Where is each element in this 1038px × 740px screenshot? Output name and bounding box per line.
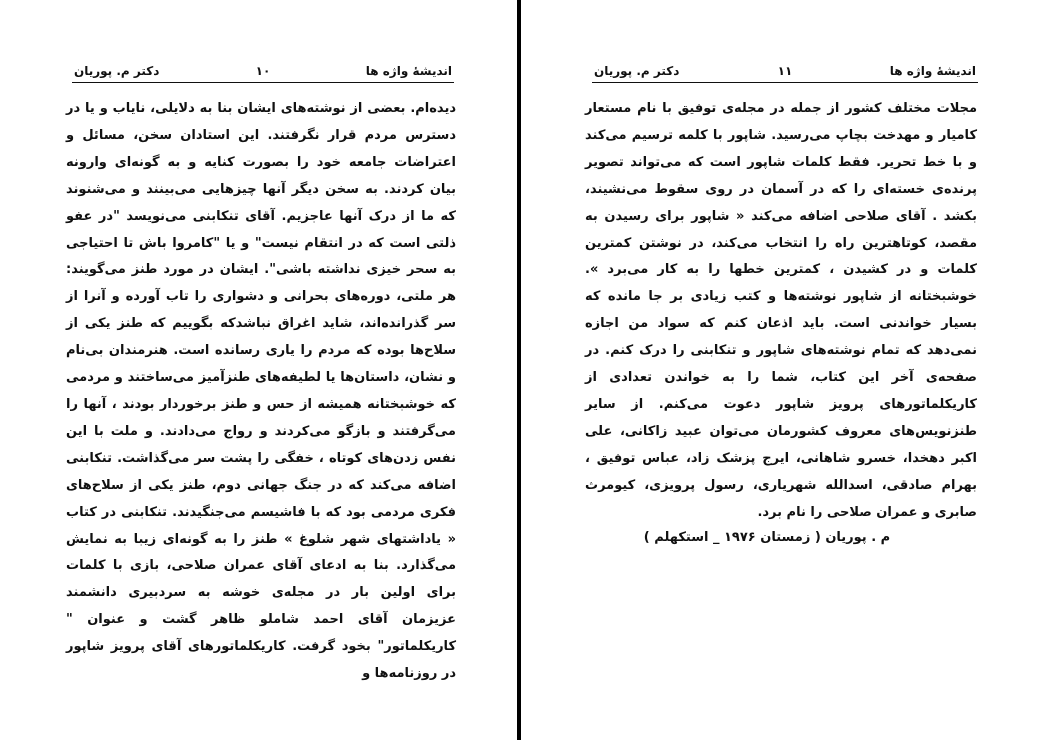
page-header [592,62,978,83]
book-title: اندیشهٔ واژه ها [365,64,452,78]
page-number: ۱۱ [777,64,793,78]
book-title: اندیشهٔ واژه ها [889,64,976,78]
signature-line: م . پوریان ( زمستان ۱۹۷۶ _ استکهلم ) [643,530,891,545]
page-header [72,62,454,83]
left-page [0,0,517,740]
author-name: دکتر م. پوریان [74,64,160,78]
paragraph: مجلات مختلف کشور از جمله در مجله‌ی توفیق با نام مستعار کامیار و مهدخت بچاپ می‌رسید. شاپور با کلمه ترسیم می‌کند و با خط تحریر. فقط کلمات شاپور است که می‌تواند تصویر پرنده‌ی خسته‌ای را که در آسمان در روی سقوط می‌نشیند، بکشد . آقای صلاحی اضافه می‌کند « شاپور برای رسیدن به مقصد، کوتاهترین راه را انتخاب می‌کند، در نوشتن کمترین کلمات و در کشیدن ، کمترین خطها را به کار می‌برد ». خوشبختانه از شاپور نوشته‌ها و کتب زیادی بر جا مانده که بسیار خواندنی است. باید اذعان کنم که سواد من اجازه نمی‌دهد که تمام نوشته‌های شاپور و تنکابنی را درک کنم. در صفحه‌ی آخر این کتاب، شما را به خواندن تعدادی از کاریکلماتورهای پرویز شاپور دعوت می‌کنم. از سایر طنزنویس‌های معروف کشورمان می‌توان عبید زاکانی، علی اکبر دهخدا، خسرو شاهانی، ایرج پزشک زاد، عباس توفیق ، بهرام صادقی، اسدالله شهریاری، رسول پرویزی، کیومرث صابری و عمران صلاحی را نام برد. [585,101,977,520]
body-text [585,96,977,527]
paragraph: دیده‌ام. بعضی از نوشته‌های ایشان بنا به دلایلی، نایاب و یا در دسترس مردم قرار نگرفتند. این استادان سخن، مسائل و اعتراضات جامعه خود را بصورت کنایه و به گونه‌ای وارونه بیان کردند. به سخن دیگر آنها چیزهایی می‌بینند و می‌شنوند که ما از درک آنها عاجزیم. آقای تنکابنی می‌نویسد "در عفو ذلتی است که در انتقام نیست" و یا "کامروا باش تا احتیاجی به سحر خیزی نداشته باشی". ایشان در مورد طنز می‌گویند: هر ملتی، دوره‌های بحرانی و دشواری را تاب آورده و آنرا از سر گذرانده‌اند، شاید اغراق نباشدکه بگوییم که طنز یکی از سلاح‌ها بوده که مردم را یاری رسانده است. هنرمندان بی‌نام و نشان، داستان‌ها یا لطیفه‌های طنزآمیز می‌ساختند و مردمی که خوشبختانه همیشه از حس و طنز برخوردار بودند ، آنها را می‌گرفتند و بازگو می‌کردند و رواج می‌دادند. و ملت با این نفس زدن‌های کوتاه ، خفگی را پشت سر می‌گذاشت. تنکابنی اضافه می‌کند که در جنگ جهانی دوم، طنز یکی از سلاح‌های فکری مردمی بود که با فاشیسم می‌جنگیدند. تنکابنی در کتاب « یاداشتهای شهر شلوغ » طنز را به گونه‌ای زیبا به نمایش می‌گذارد. بنا به ادعای آقای عمران صلاحی، بازی با کلمات برای اولین بار در مجله‌ی خوشه به سردبیری دانشمند عزیزمان آقای احمد شاملو ظاهر گشت و عنوان " کاریکلماتور" بخود گرفت. کاریکلماتورهای آقای پرویز شاپور در روزنامه‌ها و [66,101,456,682]
right-page [521,0,1038,740]
author-name: دکتر م. پوریان [594,64,680,78]
body-text [66,96,456,688]
page-number: ۱۰ [255,64,271,78]
